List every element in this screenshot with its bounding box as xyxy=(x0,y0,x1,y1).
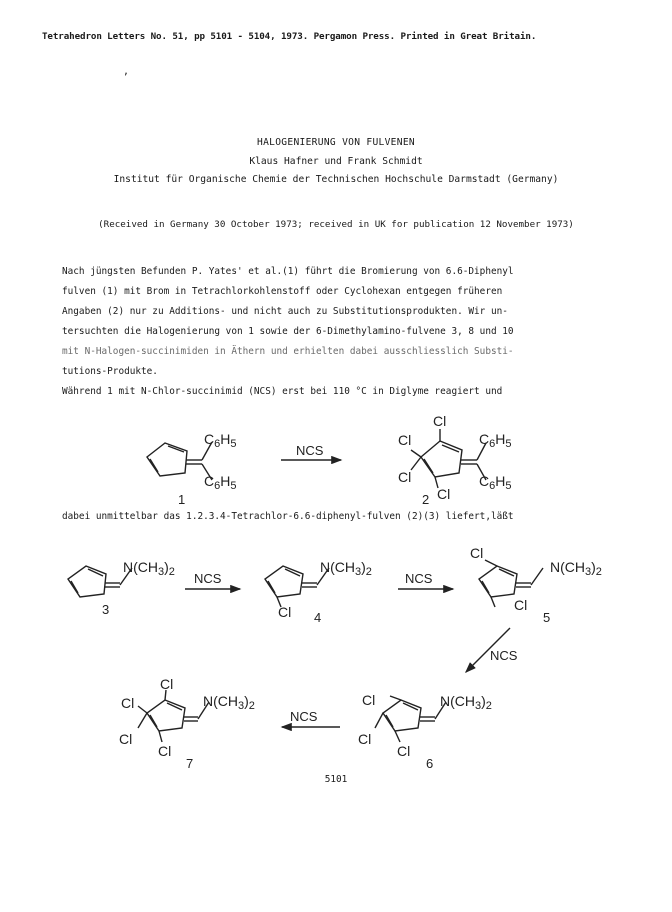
reagent-label: NCS xyxy=(405,571,433,586)
chloro-label: Cl xyxy=(398,469,412,485)
compound-number: 2 xyxy=(422,492,430,507)
reagent-label: NCS xyxy=(290,709,318,724)
compound-number: 3 xyxy=(102,602,110,617)
compound-number: 6 xyxy=(426,756,434,771)
amine-substituent: $N(CH_3)_2$ xyxy=(550,559,602,578)
body-line-continuation: dabei unmittelbar das 1.2.3.4-Tetrachlor-6.6-diphenyl-fulven (2)(3) liefert,läßt xyxy=(62,511,514,522)
paragraph-line: fulven (1) mit Brom in Tetrachlorkohlenstoff oder Cyclohexan entgegen früheren xyxy=(62,286,503,297)
paragraph-line: tutions-Produkte. xyxy=(62,366,158,377)
reagent-label: NCS xyxy=(296,443,324,458)
paragraph-line: Nach jüngsten Befunden P. Yates' et al.(1) führt die Bromierung von 6.6-Diphenyl xyxy=(62,266,514,277)
institution: Institut für Organische Chemie der Technischen Hochschule Darmstadt (Germany) xyxy=(113,174,559,185)
substituent-c6h5: $C_6H_5$ xyxy=(204,431,237,450)
compound-6-structure xyxy=(375,696,446,742)
chloro-label: Cl xyxy=(433,413,447,429)
chloro-label: Cl xyxy=(437,486,451,502)
chloro-label: Cl xyxy=(398,432,412,448)
paragraph-line: mit N-Halogen-succinimiden in Äthern und erhielten dabei ausschliesslich Substi- xyxy=(62,346,514,357)
amine-substituent: $N(CH_3)_2$ xyxy=(203,693,255,712)
compound-7-structure xyxy=(138,690,209,742)
chloro-label: Cl xyxy=(362,692,376,708)
substituent-c6h5: $C_6H_5$ xyxy=(479,431,512,450)
reagent-label: NCS xyxy=(194,571,222,586)
article-title: HALOGENIERUNG VON FULVENEN xyxy=(257,137,415,148)
compound-5-structure xyxy=(479,560,543,607)
stray-mark: , xyxy=(123,66,130,77)
paragraph-line: tersuchten die Halogenierung von 1 sowie der 6-Dimethylamino-fulvene 3, 8 und 10 xyxy=(62,326,514,337)
compound-1-structure xyxy=(147,442,212,480)
chloro-label: Cl xyxy=(470,545,484,561)
paragraph-line: Angaben (2) nur zu Additions- und nicht auch zu Substitutionsprodukten. Wir un- xyxy=(62,306,508,317)
chloro-label: Cl xyxy=(158,743,172,759)
paragraph-line: Während 1 mit N-Chlor-succinimid (NCS) erst bei 110 °C in Diglyme reagiert und xyxy=(62,386,503,397)
amine-substituent: $N(CH_3)_2$ xyxy=(320,559,372,578)
compound-number: 1 xyxy=(178,492,186,507)
chloro-label: Cl xyxy=(278,604,292,620)
chloro-label: Cl xyxy=(514,597,528,613)
amine-substituent: $N(CH_3)_2$ xyxy=(123,559,175,578)
substituent-c6h5: $C_6H_5$ xyxy=(479,473,512,492)
page-number: 5101 xyxy=(324,774,348,785)
chloro-label: Cl xyxy=(397,743,411,759)
chloro-label: Cl xyxy=(160,676,174,692)
received-dates: (Received in Germany 30 October 1973; received in UK for publication 12 November 1973) xyxy=(98,219,574,230)
reagent-label: NCS xyxy=(490,648,518,663)
substituent-c6h5: $C_6H_5$ xyxy=(204,473,237,492)
chloro-label: Cl xyxy=(119,731,133,747)
chloro-label: Cl xyxy=(121,695,135,711)
journal-header: Tetrahedron Letters No. 51, pp 5101 - 5104, 1973. Pergamon Press. Printed in Great Britain. xyxy=(42,31,537,42)
compound-number: 4 xyxy=(314,610,322,625)
compound-number: 7 xyxy=(186,756,194,771)
authors: Klaus Hafner und Frank Schmidt xyxy=(249,156,423,167)
compound-number: 5 xyxy=(543,610,551,625)
amine-substituent: $N(CH_3)_2$ xyxy=(440,693,492,712)
chloro-label: Cl xyxy=(358,731,372,747)
compound-2-structure xyxy=(411,429,486,488)
